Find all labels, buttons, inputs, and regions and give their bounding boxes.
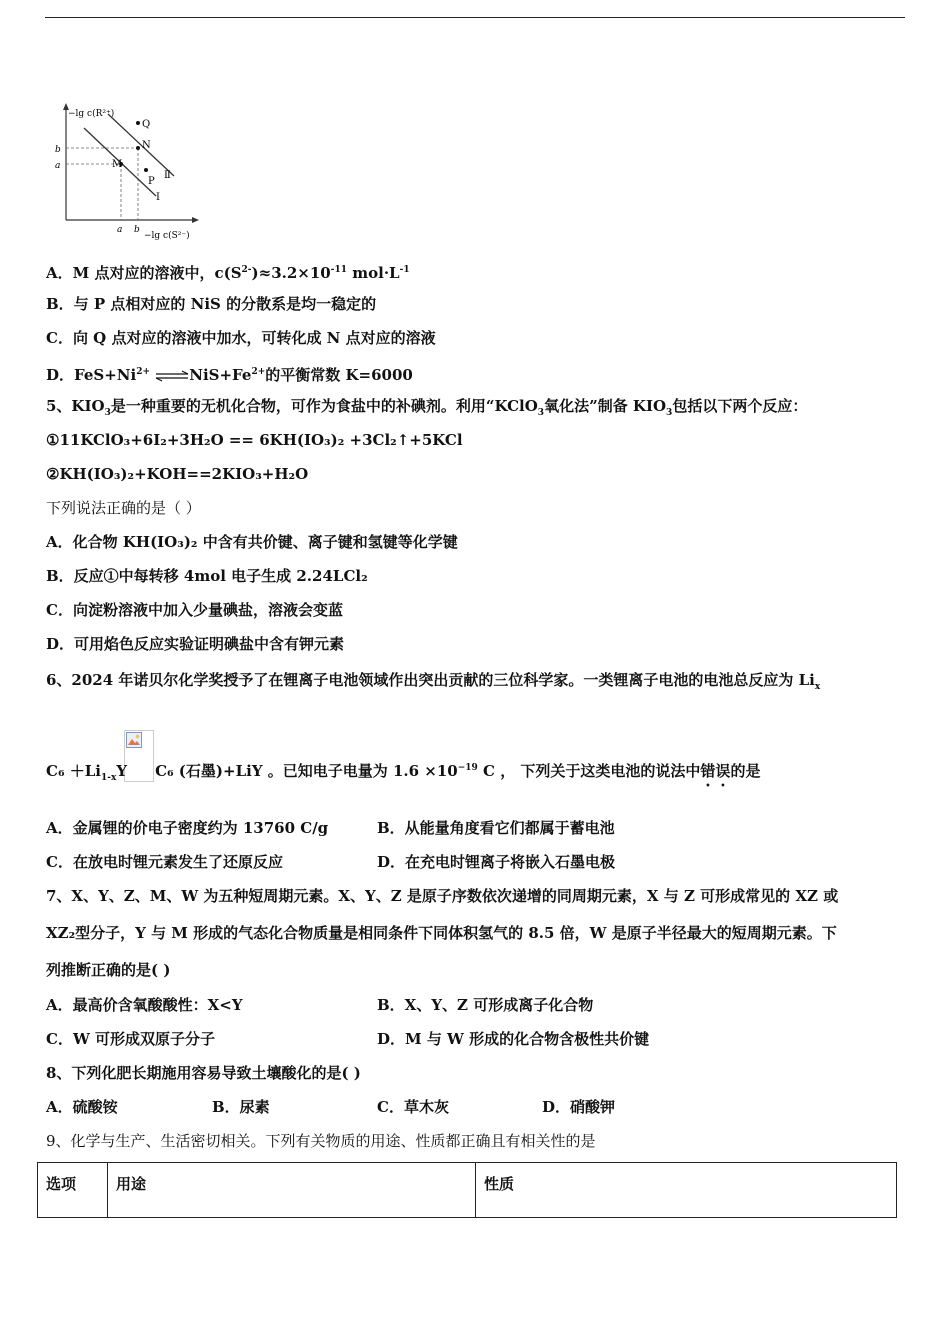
y-tick-a: a xyxy=(55,161,61,171)
q7-option-d: D．M 与 W 形成的化合物含极性共价键 xyxy=(377,1030,650,1048)
q8-option-a: A．硫酸铵 xyxy=(46,1098,118,1116)
q5-ask: 下列说法正确的是（ ） xyxy=(46,499,201,517)
broken-image-icon xyxy=(126,732,142,748)
q4-option-d: D．$FeS+Ni^{2+}$ $NiS+Fe^{2+}$的平衡常数 K=6000 xyxy=(46,366,413,384)
q7-option-c: C．W 可形成双原子分子 xyxy=(46,1030,216,1048)
q6-option-c: C．在放电时锂元素发生了还原反应 xyxy=(46,853,283,871)
equilibrium-arrow-icon xyxy=(155,370,189,382)
q5-reaction-1: ①11KClO₃+6I₂+3H₂O == 6KH(IO₃)₂ +3Cl₂↑+5KCl xyxy=(46,431,463,449)
table-header-row xyxy=(38,1163,897,1218)
x-axis-label: −lg c(S²⁻) xyxy=(144,231,190,241)
q5-option-a: A．化合物 KH(IO₃)₂ 中含有共价键、离子键和氢键等化学键 xyxy=(46,533,458,551)
x-tick-b: b xyxy=(134,225,140,235)
q6-option-d: D．在充电时锂离子将嵌入石墨电极 xyxy=(377,853,616,871)
q4-option-a: A．M 点对应的溶液中，$c(S^{2-})\approx 3.2\times 10^{-11}$ $mol\cdot L^{-1}$ xyxy=(46,264,410,282)
label-q: Q xyxy=(142,119,151,130)
x-tick-a: a xyxy=(117,225,123,235)
point-n xyxy=(136,146,140,150)
label-p: P xyxy=(148,176,155,187)
q6-stem: 6、2024 年诺贝尔化学奖授予了在锂离子电池领域作出突出贡献的三位科学家。一类锂离子电池的电池总反应为 $Li_x$ xyxy=(46,671,821,692)
q8-option-d: D．硝酸钾 xyxy=(542,1098,616,1116)
q4-option-b: B．与 P 点相对应的 NiS 的分散系是均一稳定的 xyxy=(46,295,377,313)
y-axis-label: −lg c(R²⁺) xyxy=(68,109,115,119)
q4-option-c: C．向 Q 点对应的溶液中加水，可转化成 N 点对应的溶液 xyxy=(46,329,436,347)
q5-option-c: C．向淀粉溶液中加入少量碘盐，溶液会变蓝 xyxy=(46,601,343,619)
label-m: M xyxy=(112,159,123,170)
q5-reaction-2: ②KH(IO₃)₂+KOH==2KIO₃+H₂O xyxy=(46,465,309,483)
q9-stem: 9、化学与生产、生活密切相关。下列有关物质的用途、性质都正确且有相关性的是 xyxy=(46,1132,596,1150)
label-n: N xyxy=(142,140,151,151)
ksp-graph xyxy=(46,98,206,243)
table-header-option: 选项 xyxy=(38,1163,108,1218)
y-tick-b: b xyxy=(55,145,61,155)
header-rule xyxy=(45,17,905,18)
q8-stem: 8、下列化肥长期施用容易导致土壤酸化的是( ) xyxy=(46,1064,361,1082)
q6-equation: $C_6 +Li_{1-x}Y$ C₆ (石墨)+LiY 。已知电子电量为 $1.6 \times 10^{-19}$ C ， 下列关于这类电池的说法中错误的是 xyxy=(46,762,761,783)
q5-option-d: D．可用焰色反应实验证明碘盐中含有钾元素 xyxy=(46,635,345,653)
point-q xyxy=(136,121,140,125)
q9-table xyxy=(37,1162,897,1218)
q5-option-b: B．反应①中每转移 4mol 电子生成 2.24LCl₂ xyxy=(46,567,368,585)
q8-option-b: B．尿素 xyxy=(212,1098,270,1116)
q6-option-b: B．从能量角度看它们都属于蓄电池 xyxy=(377,819,615,837)
q7-stem-line2: XZ₂型分子，Y 与 M 形成的气态化合物质量是相同条件下同体积氢气的 8.5 倍，W 是原子半径最大的短周期元素。下 xyxy=(46,924,837,942)
point-p xyxy=(144,168,148,172)
label-line-1: I xyxy=(156,192,160,203)
q7-option-a: A．最高价含氧酸酸性：X<Y xyxy=(46,996,243,1014)
q5-stem: 5、$KIO_3$是一种重要的无机化合物，可作为食盐中的补碘剂。利用“KClO$_3$氧化法”制备 $KIO_3$包括以下两个反应： xyxy=(46,397,808,418)
q6-option-a: A．金属锂的价电子密度约为 13760 C/g xyxy=(46,819,329,837)
label-line-2: Ⅱ xyxy=(164,170,171,181)
table-header-property: 性质 xyxy=(476,1163,897,1218)
q7-option-b: B．X、Y、Z 可形成离子化合物 xyxy=(377,996,594,1014)
q7-stem-line1: 7、X、Y、Z、M、W 为五种短周期元素。X、Y、Z 是原子序数依次递增的同周期元素，X 与 Z 可形成常见的 XZ 或 xyxy=(46,887,839,905)
table-header-use: 用途 xyxy=(108,1163,476,1218)
q8-option-c: C．草木灰 xyxy=(377,1098,449,1116)
q7-stem-line3: 列推断正确的是( ) xyxy=(46,961,171,979)
